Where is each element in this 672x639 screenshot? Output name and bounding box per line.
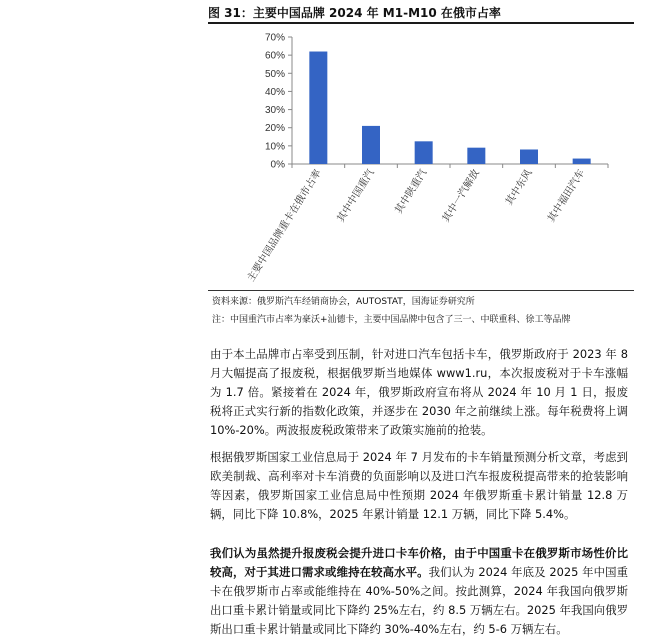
market-share-bar-chart (208, 26, 634, 288)
figure-title: 图 31：主要中国品牌 2024 年 M1-M10 在俄市占率 (208, 6, 501, 20)
y-tick-label: 30% (264, 105, 285, 117)
y-tick-label: 10% (264, 141, 285, 153)
x-category-label: 其中东风 (504, 167, 535, 208)
source-rule (208, 290, 634, 291)
x-category-label: 其中一汽解放 (440, 167, 482, 225)
paragraph-1: 由于本土品牌市占率受到压制，针对进口汽车包括卡车，俄罗斯政府于 2023 年 8 月大幅提高了报废税，根据俄罗斯当地媒体 www1.ru，本次报废税对于卡车涨幅为 1.7 倍。紧接着在 2024 年，俄罗斯政府宣布将从 2024 年 10 月 1 日，报废税将正式实行新的指数化政策，并逐步在 2030 年之前继续上涨。每年税费将上调 10%-20%。两波报废税政策带来了政策实施前的抢装。 (210, 347, 628, 437)
bar-3 (467, 148, 485, 164)
y-tick-label: 40% (264, 86, 285, 98)
y-tick-label: 0% (270, 159, 285, 171)
bar-0 (309, 52, 327, 164)
figure-top-rule (208, 22, 634, 24)
y-tick-label: 20% (264, 123, 285, 135)
bar-5 (573, 159, 591, 164)
source-note: 资料来源：俄罗斯汽车经销商协会，AUTOSTAT，国海证券研究所 (212, 297, 475, 307)
paragraph-3-text: 我们认为 2024 年底及 2025 年中国重卡在俄罗斯市占率或能维持在 40%-50%之间。按此测算，2024 年我国向俄罗斯出口重卡累计销量或同比下降约 25%左右，约 8.5 万辆左右。2025 年我国向俄罗斯出口重卡累计销量或同比下降约 30%-40%左右，约 5-6 万辆左右。 (210, 565, 628, 636)
y-tick-label: 60% (264, 50, 285, 62)
x-category-label: 其中陕重汽 (393, 167, 430, 216)
footnote: 注：中国重汽市占率为豪沃+汕德卡，主要中国品牌中包含了三一、中联重科、徐工等品牌 (212, 315, 571, 325)
x-category-label: 主要中国品牌重卡在俄市占率 (245, 167, 324, 284)
paragraph-2: 根据俄罗斯国家工业信息局于 2024 年 7 月发布的卡车销量预测分析文章，考虑到欧美制裁、高利率对卡车消费的负面影响以及进口汽车报废税提高带来的抢装影响等因素，俄罗斯国家工业信息局中性预期 2024 年俄罗斯重卡累计销量 12.8 万辆，同比下降 10.8%，2025 年累计销量 12.1 万辆，同比下降 5.4%。 (210, 450, 628, 521)
y-tick-label: 50% (264, 68, 285, 80)
x-category-label: 其中中国重汽 (335, 167, 377, 225)
paragraph-3-bold: 我们认为虽然提升报废税会提升进口卡车价格，由于中国重卡在俄罗斯市场性价比较高，对于其进口需求或维持在较高水平。 (210, 546, 628, 579)
y-tick-label: 70% (264, 32, 285, 44)
bar-4 (520, 149, 538, 164)
x-category-label: 其中福田汽车 (546, 167, 588, 225)
paragraph-3 (210, 544, 628, 639)
bar-2 (415, 141, 433, 164)
bar-1 (362, 126, 380, 164)
